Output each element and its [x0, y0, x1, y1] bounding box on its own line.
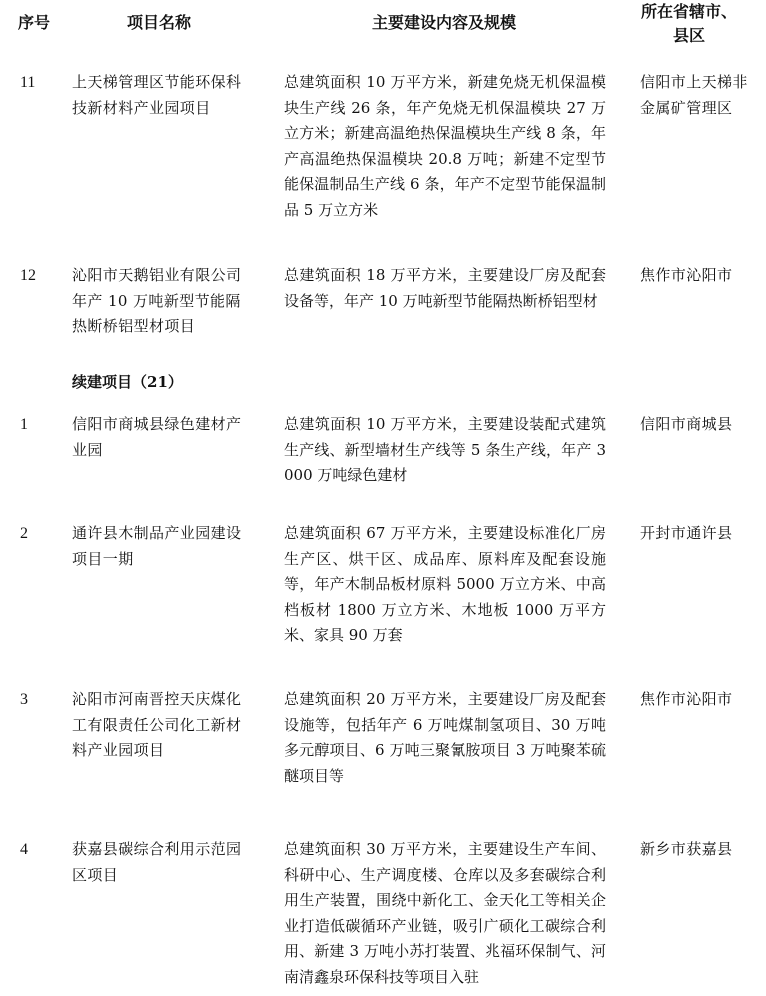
row-project-name: 获嘉县碳综合利用示范园区项目 — [72, 840, 242, 884]
row-seq: 2 — [20, 525, 28, 542]
row-project-name: 上天梯管理区节能环保科技新材料产业园项目 — [72, 73, 242, 117]
row-seq: 11 — [20, 74, 36, 91]
row-content: 总建筑面积 30 万平方米，主要建设生产车间、科研中心、生产调度楼、仓库以及多套碳综合利用生产装置，围绕中新化工、金天化工等相关企业打造低碳循环产业链，吸引广硕化工碳综合利用、新建 3 万吨小苏打装置、兆福环保制气、河南清鑫泉环保科技等项目入驻 — [284, 840, 606, 986]
row-content: 总建筑面积 67 万平方米，主要建设标准化厂房生产区、烘干区、成品库、原料库及配套设施等，年产木制品板材原料 5000 万立方米、中高档板材 1800 万立方米、木地板 1000 万平方米、家具 90 万套 — [284, 524, 606, 644]
row-content: 总建筑面积 10 万平方米，主要建设装配式建筑生产线、新型墙材生产线等 5 条生产线，年产 3000 万吨绿色建材 — [284, 415, 606, 484]
row-location: 开封市通许县 — [640, 524, 733, 542]
row-seq: 12 — [20, 267, 36, 284]
row-content: 总建筑面积 20 万平方米，主要建设厂房及配套设施等，包括年产 6 万吨煤制氢项目、30 万吨多元醇项目、6 万吨三聚氰胺项目 3 万吨聚苯硫醚项目等 — [284, 690, 606, 785]
row-location: 焦作市沁阳市 — [640, 690, 733, 708]
row-location: 信阳市商城县 — [640, 415, 733, 433]
row-project-name: 沁阳市天鹅铝业有限公司年产 10 万吨新型节能隔热断桥铝型材项目 — [72, 266, 242, 335]
header-location — [630, 0, 748, 48]
row-location: 焦作市沁阳市 — [640, 266, 733, 284]
row-project-name: 信阳市商城县绿色建材产业园 — [72, 415, 242, 459]
header-location-line2: 县区 — [672, 26, 705, 45]
row-seq: 1 — [20, 416, 28, 433]
table-header — [0, 0, 766, 52]
row-location: 信阳市上天梯非金属矿管理区 — [640, 73, 748, 117]
header-location-line1: 所在省辖市、 — [640, 2, 737, 21]
row-project-name: 通许县木制品产业园建设项目一期 — [72, 524, 242, 568]
row-content: 总建筑面积 18 万平方米，主要建设厂房及配套设备等，年产 10 万吨新型节能隔热断桥铝型材 — [284, 266, 606, 310]
row-location: 新乡市获嘉县 — [640, 840, 733, 858]
row-content: 总建筑面积 10 万平方米，新建免烧无机保温模块生产线 26 条，年产免烧无机保温模块 27 万立方米；新建高温绝热保温模块生产线 8 条，年产高温绝热保温模块 20.8 万吨；新建不定型节能保温制品生产线 6 条，年产不定型节能保温制品 5 万立方米 — [284, 73, 606, 219]
header-project-name: 项目名称 — [127, 13, 192, 32]
header-main-content: 主要建设内容及规模 — [372, 13, 517, 32]
section-title: 续建项目（21） — [72, 373, 183, 391]
row-seq: 4 — [20, 841, 28, 858]
row-seq: 3 — [20, 691, 28, 708]
row-project-name: 沁阳市河南晋控天庆煤化工有限责任公司化工新材料产业园项目 — [72, 690, 242, 759]
header-seq: 序号 — [18, 13, 51, 32]
